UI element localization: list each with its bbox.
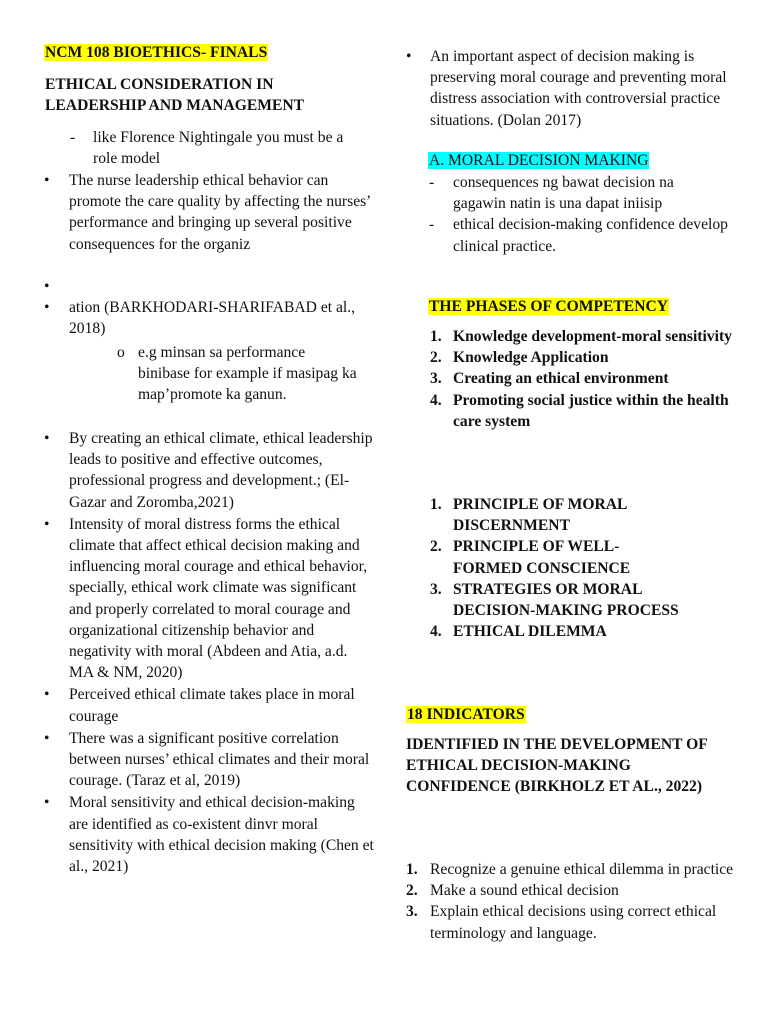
list-item: 4. Promoting social justice within the health care system: [430, 391, 729, 430]
indicators-heading: 18 INDICATORS: [407, 706, 525, 723]
list-item: • Moral sensitivity and ethical decision-making are identified as co-existent dinvr moral sensitivity with ethical decision making (Chen et al., 2021): [44, 794, 374, 876]
document-title: NCM 108 BIOETHICS- FINALS: [45, 44, 268, 61]
sub-list-item: o e.g minsan sa performance binibase for example if masipag ka map’promote ka ganun.: [117, 344, 357, 404]
list-item: 1. Knowledge development-moral sensitivity: [430, 328, 732, 345]
indicators-list: [406, 859, 736, 944]
section-heading: ETHICAL CONSIDERATION IN LEADERSHIP AND MANAGEMENT: [45, 76, 305, 115]
identified-heading: IDENTIFIED IN THE DEVELOPMENT OF ETHICAL DECISION-MAKING CONFIDENCE (BIRKHOLZ ET AL., 2022): [406, 736, 708, 796]
list-item: • The nurse leadership ethical behavior can promote the care quality by affecting the nurses’ performance and bringing up several positive consequences for the organiz: [44, 172, 371, 253]
list-item: 4. ETHICAL DILEMMA: [430, 623, 607, 641]
list-item: • An important aspect of decision making is preserving moral courage and preventing moral distress association with controversial practice situations. (Dolan 2017): [406, 48, 727, 129]
bullet-marker: •: [44, 794, 50, 812]
bullet-marker: •: [44, 172, 50, 189]
list-item: • ation (BARKHODARI-SHARIFABAD et al., 2018): [44, 299, 356, 338]
list-item: - consequences ng bawat decision na gagawin natin is una dapat iniisip: [429, 174, 674, 213]
bullet-marker: •: [44, 729, 50, 747]
list-item: 3. STRATEGIES OR MORAL DECISION-MAKING PROCESS: [430, 580, 679, 620]
bullet-marker: •: [44, 686, 50, 704]
bullet-marker: •: [406, 48, 412, 65]
dash-list: [429, 172, 729, 257]
section-heading-moral-decision: A. MORAL DECISION MAKING: [429, 152, 649, 169]
dash-marker: -: [429, 174, 435, 191]
list-item: 2. PRINCIPLE OF WELL-FORMED CONSCIENCE: [430, 538, 631, 577]
list-item: • There was a significant positive correlation between nurses’ ethical climates and their moral courage. (Taraz et al, 2019): [44, 729, 370, 790]
bullet-marker: •: [44, 430, 50, 447]
bullet-marker: •: [44, 278, 50, 295]
bullet-list: [44, 428, 374, 877]
list-item: - ethical decision-making confidence develop clinical practice.: [429, 216, 728, 255]
list-item: 2. Knowledge Application: [430, 349, 609, 367]
list-item: • By creating an ethical climate, ethical leadership leads to positive and effective outcomes, professional progress and development.; (El-Gazar and Zoromba,2021): [44, 430, 373, 511]
list-item: [44, 276, 372, 297]
dash-marker: -: [429, 216, 435, 234]
phases-heading: THE PHASES OF COMPETENCY: [429, 298, 668, 315]
dash-list-item: - like Florence Nightingale you must be a role model: [70, 129, 344, 168]
list-item: • Intensity of moral distress forms the ethical climate that affect ethical decision making and influencing moral courage and ethical behavior, specially, ethical work climate was significant and properly correlated to moral courage and organizational citizenship behavior and negativity with moral (Abdeen and Atia, a.d. MA & NM, 2020): [44, 515, 368, 682]
principles-list: [430, 494, 680, 642]
bullet-marker: •: [44, 515, 50, 533]
circle-marker: o: [117, 344, 125, 361]
list-item: 2. Make a sound ethical decision: [406, 882, 619, 900]
list-item: 1. PRINCIPLE OF MORAL DISCERNMENT: [430, 496, 627, 535]
list-item: 3. Creating an ethical environment: [430, 370, 669, 388]
bullet-marker: •: [44, 299, 50, 316]
dash-marker: -: [70, 129, 76, 146]
bullet-list: [44, 170, 372, 339]
phases-list: [430, 326, 740, 432]
list-item: 3. Explain ethical decisions using correct ethical terminology and language.: [406, 903, 717, 942]
list-item: • Perceived ethical climate takes place in moral courage: [44, 686, 355, 725]
list-item: 1. Recognize a genuine ethical dilemma in practice: [406, 861, 734, 878]
